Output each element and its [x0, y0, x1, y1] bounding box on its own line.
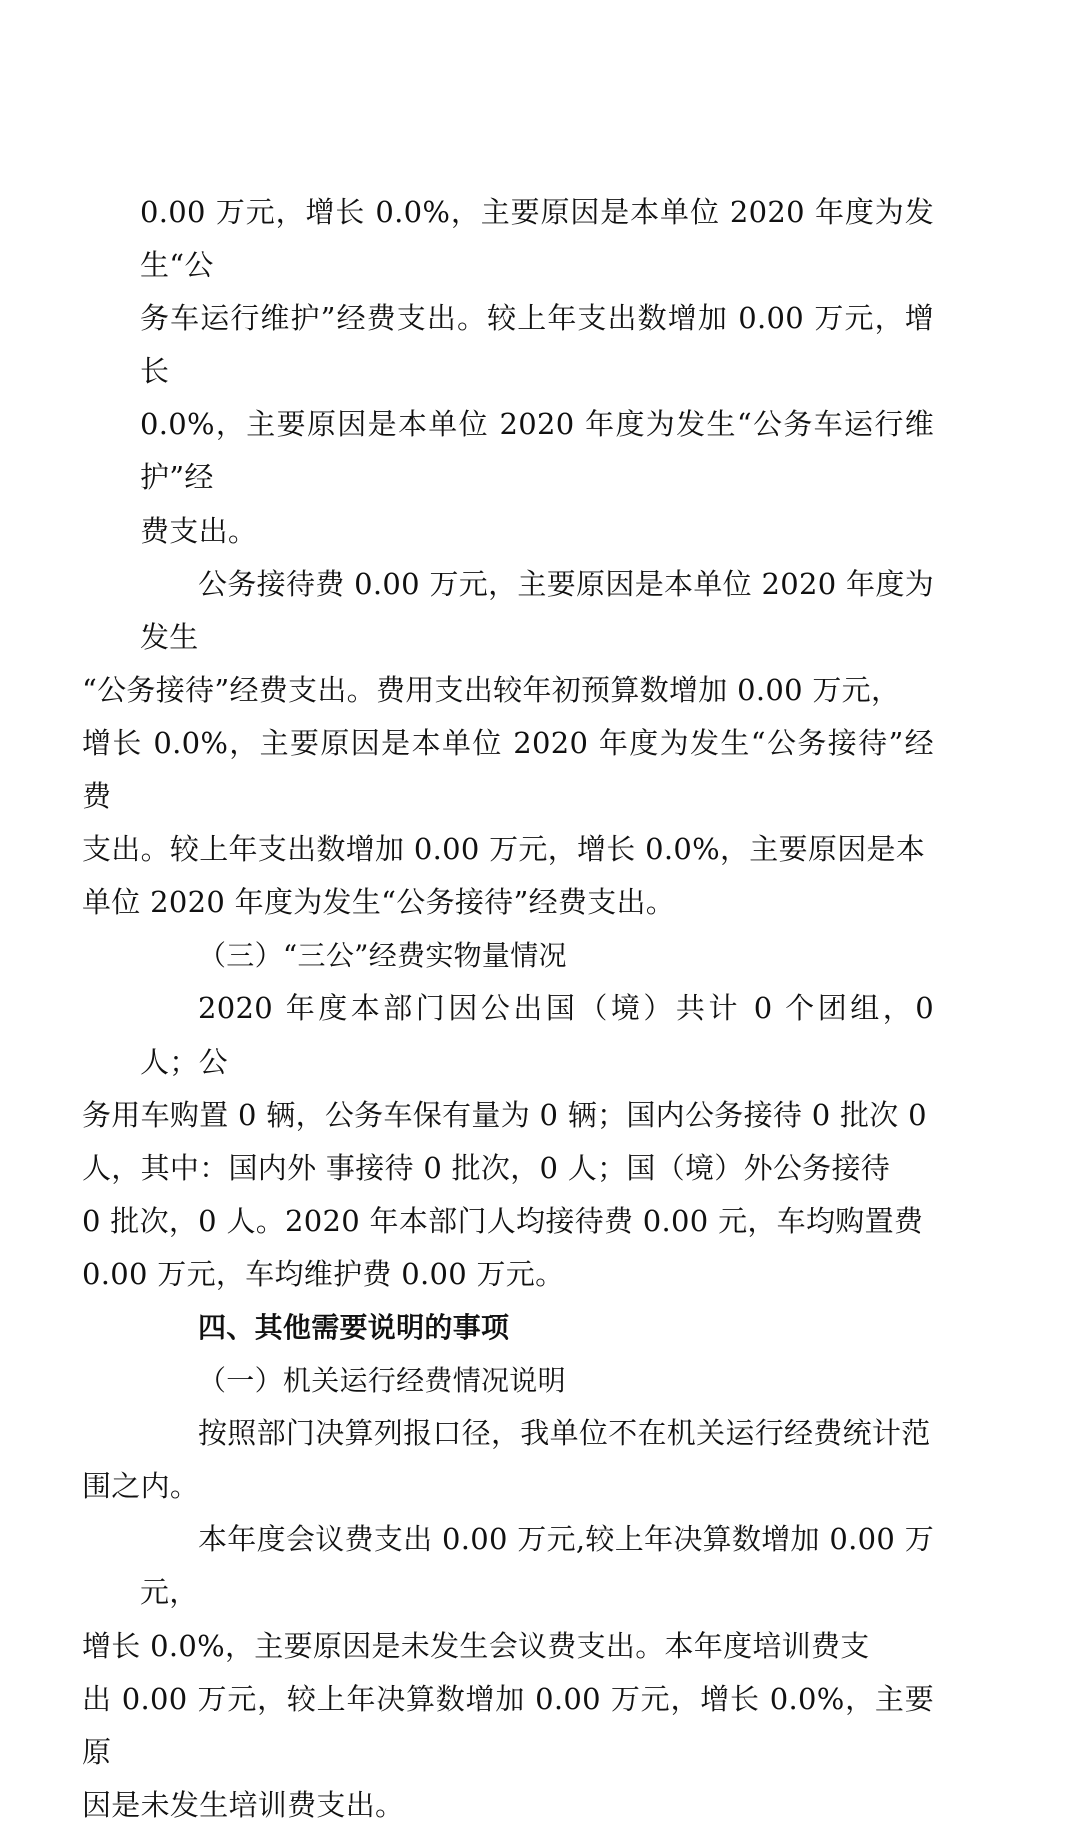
text-line: 增长 0.0%，主要原因是本单位 2020 年度为发生“公务接待”经费: [82, 725, 934, 814]
heading-text: （一）机关运行经费情况说明: [198, 1364, 566, 1398]
paragraph-vehicle-maintenance: [140, 186, 934, 558]
section-heading-three-public-physical: [140, 929, 934, 982]
text-line: 0 批次，0 人。2020 年本部门人均接待费 0.00 元，车均购置费: [82, 1203, 924, 1238]
text-line: 单位 2020 年度为发生“公务接待”经费支出。: [82, 885, 676, 920]
text-line: 因是未发生培训费支出。: [82, 1787, 405, 1822]
text-line: 0.0%，主要原因是本单位 2020 年度为发生“公务车运行维护”经: [140, 407, 934, 495]
paragraph-meeting-training: [82, 1513, 934, 1832]
heading-text: 四、其他需要说明的事项: [198, 1310, 510, 1344]
text-line: 务车运行维护”经费支出。较上年支出数增加 0.00 万元，增长: [140, 301, 934, 389]
section-heading-agency-operating-costs: [140, 1354, 934, 1407]
text-line: 0.00 万元，增长 0.0%，主要原因是本单位 2020 年度为发生“公: [140, 195, 934, 283]
paragraph-operating-scope: [82, 1407, 934, 1513]
text-line: “公务接待”经费支出。费用支出较年初预算数增加 0.00 万元，: [82, 672, 901, 707]
text-line: 务用车购置 0 辆，公务车保有量为 0 辆；国内公务接待 0 批次 0: [82, 1097, 927, 1132]
text-line: 增长 0.0%，主要原因是未发生会议费支出。本年度培训费支: [82, 1628, 870, 1663]
text-line: 公务接待费 0.00 万元，主要原因是本单位 2020 年度为发生: [140, 566, 934, 654]
heading-text: （三）“三公”经费实物量情况: [198, 939, 567, 973]
text-line: 人，其中：国内外 事接待 0 批次，0 人；国（境）外公务接待: [82, 1150, 891, 1185]
text-line: 围之内。: [82, 1469, 200, 1504]
text-line: 按照部门决算列报口径，我单位不在机关运行经费统计范: [198, 1416, 931, 1451]
paragraph-physical-quantities: [82, 982, 934, 1301]
text-line: 本年度会议费支出 0.00 万元,较上年决算数增加 0.00 万元，: [140, 1522, 934, 1610]
text-line: 支出。较上年支出数增加 0.00 万元，增长 0.0%，主要原因是本: [82, 832, 926, 867]
text-line: 0.00 万元，车均维护费 0.00 万元。: [82, 1256, 565, 1291]
document-body: [82, 186, 934, 1832]
text-line: 2020 年度本部门因公出国（境）共计 0 个团组，0 人；公: [140, 991, 934, 1079]
text-line: 出 0.00 万元，较上年决算数增加 0.00 万元，增长 0.0%，主要原: [82, 1681, 934, 1769]
text-line: 费支出。: [140, 513, 258, 548]
paragraph-official-reception: [82, 558, 934, 930]
section-heading-other-matters: [140, 1301, 934, 1354]
